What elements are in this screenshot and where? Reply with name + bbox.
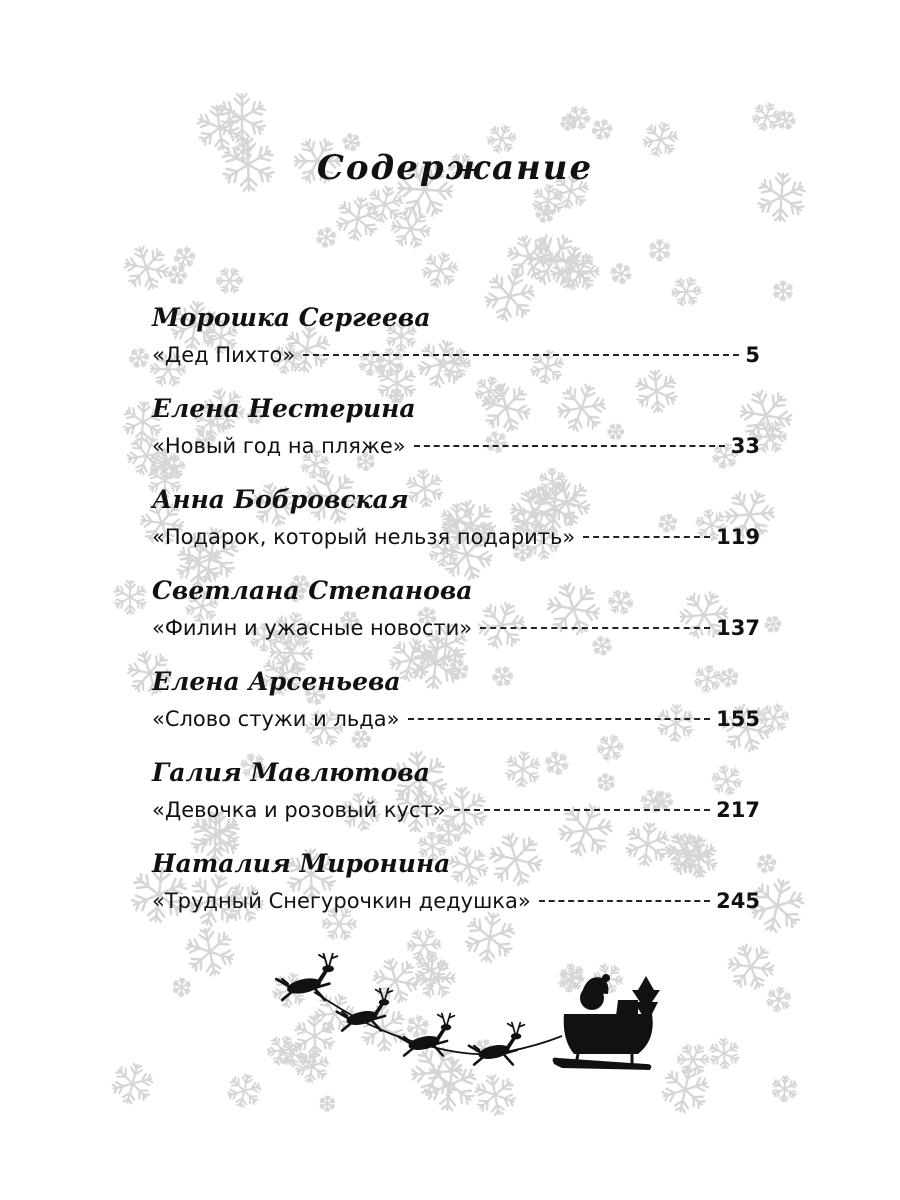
snowflake-icon bbox=[720, 936, 782, 998]
toc-story-title: «Девочка и розовый куст» bbox=[152, 798, 446, 822]
toc-author: Светлана Степанова bbox=[152, 576, 473, 605]
toc-entry bbox=[152, 480, 760, 571]
page-title: Содержание bbox=[316, 148, 594, 188]
reindeer-silhouette bbox=[469, 1023, 525, 1065]
dot-leader bbox=[454, 809, 711, 811]
reindeer-silhouette bbox=[276, 954, 337, 1000]
dot-leader bbox=[408, 718, 711, 720]
snowflake-icon bbox=[116, 238, 176, 298]
snowflake-icon bbox=[763, 614, 783, 634]
toc-page-number: 5 bbox=[745, 343, 760, 367]
toc-story-title: «Подарок, который нельзя подарить» bbox=[152, 525, 576, 549]
dot-leader bbox=[303, 354, 739, 356]
snowflake-icon bbox=[519, 225, 589, 295]
toc-story-title: «Трудный Снегурочкин дедушка» bbox=[152, 889, 531, 913]
toc-entry bbox=[152, 662, 760, 753]
snowflake-icon bbox=[108, 1060, 156, 1108]
toc-line bbox=[152, 520, 760, 554]
dot-leader bbox=[583, 536, 710, 538]
toc-author: Елена Нестерина bbox=[152, 394, 416, 423]
snowflake-icon bbox=[773, 108, 798, 133]
toc-page-number: 137 bbox=[716, 616, 760, 640]
toc-story-title: «Дед Пихто» bbox=[152, 343, 296, 367]
toc-entry bbox=[152, 571, 760, 662]
dot-leader bbox=[414, 445, 725, 447]
toc-story-title: «Филин и ужасные новости» bbox=[152, 616, 473, 640]
sleigh-silhouette bbox=[553, 974, 660, 1070]
toc-line bbox=[152, 338, 760, 372]
snowflake-icon bbox=[212, 264, 246, 298]
toc-author: Наталия Миронина bbox=[152, 849, 451, 878]
snowflake-icon bbox=[765, 986, 792, 1013]
toc-entry bbox=[152, 753, 760, 844]
toc-line bbox=[152, 429, 760, 463]
snowflake-icon bbox=[320, 1096, 335, 1111]
toc-page-number: 217 bbox=[716, 798, 760, 822]
snowflake-icon bbox=[749, 100, 783, 134]
snowflake-icon bbox=[114, 581, 147, 614]
toc-page-number: 155 bbox=[716, 707, 760, 731]
snowflake-icon bbox=[590, 117, 615, 142]
toc-page-number: 245 bbox=[716, 889, 760, 913]
toc-author: Анна Бобровская bbox=[152, 485, 409, 514]
toc-author: Елена Арсеньева bbox=[152, 667, 401, 696]
toc-entry bbox=[152, 298, 760, 389]
toc-line bbox=[152, 884, 760, 918]
snowflake-icon bbox=[672, 1039, 714, 1081]
toc-story-title: «Новый год на пляже» bbox=[152, 434, 406, 458]
snowflake-icon bbox=[607, 260, 635, 288]
snowflake-icon bbox=[172, 978, 191, 997]
snowflake-icon bbox=[315, 226, 337, 248]
snowflake-icon bbox=[419, 249, 462, 291]
toc-entry bbox=[152, 844, 760, 935]
snowflake-icon bbox=[771, 1076, 797, 1102]
dot-leader bbox=[480, 627, 710, 629]
toc-page-number: 119 bbox=[716, 525, 760, 549]
snowflake-icon bbox=[165, 262, 190, 287]
toc-entry bbox=[152, 389, 760, 480]
toc-author: Морошка Сергеева bbox=[152, 303, 431, 332]
toc-line bbox=[152, 793, 760, 827]
toc-line bbox=[152, 611, 760, 645]
snowflake-icon bbox=[127, 346, 151, 370]
snowflake-icon bbox=[704, 1033, 745, 1074]
dot-leader bbox=[539, 900, 710, 902]
toc-line bbox=[152, 702, 760, 736]
snowflake-icon bbox=[649, 240, 670, 261]
toc-page-number: 33 bbox=[730, 434, 760, 458]
reindeer-silhouette bbox=[337, 989, 393, 1031]
snowflake-icon bbox=[773, 281, 793, 300]
toc-author: Галия Мавлютова bbox=[152, 758, 430, 787]
toc-story-title: «Слово стужи и льда» bbox=[152, 707, 400, 731]
table-of-contents bbox=[152, 298, 760, 935]
santa-sleigh-illustration bbox=[262, 948, 662, 1080]
snowflake-icon bbox=[363, 183, 406, 225]
snowflake-icon bbox=[225, 1071, 264, 1110]
snowflake-icon bbox=[333, 194, 382, 242]
